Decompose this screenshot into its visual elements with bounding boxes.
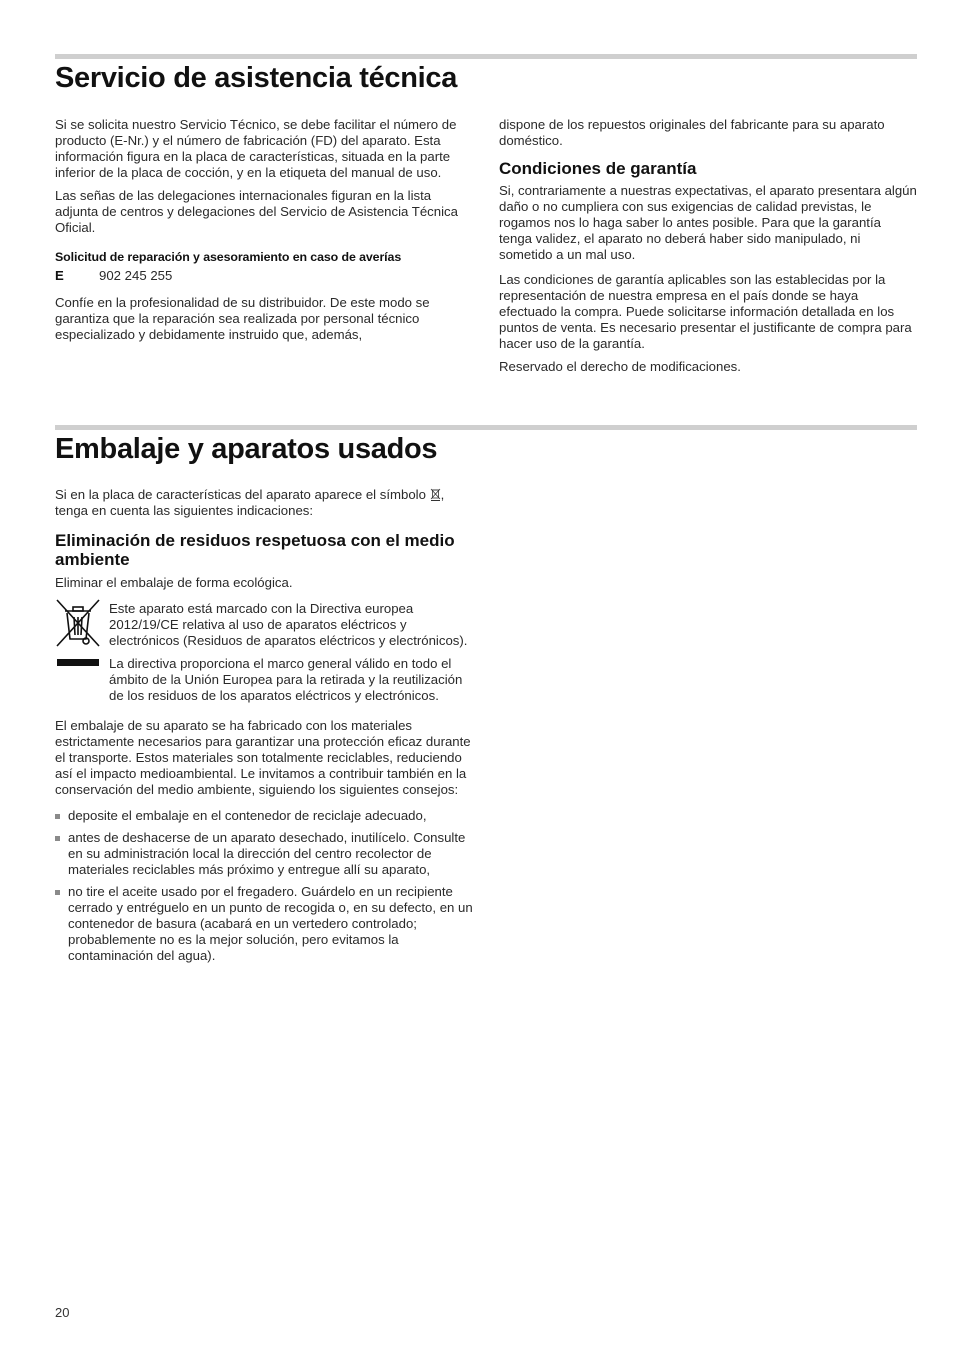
service-paragraph-3: Confíe en la profesionalidad de su distribuidor. De este modo se garantiza que la reparación sea realizada por personal técnico especializado y debidamente instruido que, además, [55,295,430,342]
weee-crossed-out-bin-icon [55,598,101,670]
list-item-text: antes de deshacerse de un aparato desechado, inutilícelo. Consulte en su administración local la dirección del centro recolector de materiales reciclables más próximo y entregue allí su aparato, [68,830,466,877]
list-item [55,808,473,824]
bullet-square-icon [55,836,60,841]
bullet-square-icon [55,814,60,819]
eco-line: Eliminar el embalaje de forma ecológica. [55,575,293,590]
warranty-paragraph-2: Las condiciones de garantía aplicables son las establecidas por la representación de nuestra empresa en el país donde se haya efectuado la compra. Puede solicitarse información detallada en los puntos de venta. Es necesario presentar el justificante de compra para hacer uso de la garantía. [499,272,912,351]
crossed-out-wheelie-bin-icon [430,488,441,501]
phone-country-code: E [55,268,64,283]
bullet-square-icon [55,890,60,895]
list-item-text: no tire el aceite usado por el fregadero. Guárdelo en un recipiente cerrado y entréguelo en un punto de recogida o, en su defecto, en un contenedor de basura (acabará en un vertedero controlado; probablemente no es la mejor solución, pero evitamos la contaminación del agua). [68,884,473,963]
packaging-intro-text-end: , tenga en cuenta las siguientes indicaciones: [55,487,445,518]
list-item [55,884,473,964]
repair-heading: Solicitud de reparación y asesoramiento en caso de averías [55,250,402,264]
warranty-paragraph-1: Si, contrariamente a nuestras expectativas, el aparato presentara algún daño o no cumpliera con sus exigencias de calidad previstas, le rogamos nos lo haga saber lo antes posible. Para que la garantía tenga validez, el aparato no deberá haber sido manipulado, ni sometido a un mal uso. [499,183,917,262]
section-divider [55,425,917,430]
service-right-column [499,117,917,382]
packaging-intro-text: Si en la placa de características del aparato aparece el símbolo [55,487,426,502]
service-paragraph-1: Si se solicita nuestro Servicio Técnico, se debe facilitar el número de producto (E-Nr.) y el número de fabricación (FD) del aparato. Esta información figura en la placa de características, situada en la parte inferior de la placa de cocción, y en la etiqueta del manual de uso. [55,117,457,180]
packaging-section-title: Embalaje y aparatos usados [55,433,438,465]
page-number: 20 [55,1305,70,1320]
warranty-paragraph-3: Reservado el derecho de modificaciones. [499,359,741,374]
service-paragraph-3-continued: dispone de los repuestos originales del fabricante para su aparato doméstico. [499,117,885,148]
weee-paragraph-1: Este aparato está marcado con la Directiva europea 2012/19/CE relativa al uso de aparatos eléctricos y electrónicos (Residuos de aparatos eléctricos y electrónicos). [109,601,468,648]
list-item [55,830,473,878]
weee-block [55,601,473,704]
eco-heading: Eliminación de residuos respetuosa con el medio ambiente [55,531,455,569]
service-paragraph-2: Las señas de las delegaciones internacionales figuran en la lista adjunta de centros y delegaciones del Servicio de Asistencia Técnica Oficial. [55,188,458,235]
phone-row [55,268,473,284]
packaging-column [55,487,473,970]
service-left-column [55,117,473,350]
materials-paragraph: El embalaje de su aparato se ha fabricado con los materiales estrictamente necesarios para garantizar una protección eficaz durante el transporte. Estos materiales son totalmente reciclables, reduciendo así el impacto medioambiental. Le invitamos a contribuir también en la conservación del medio ambiente, siguiendo los siguientes consejos: [55,718,471,797]
packaging-intro [55,487,473,519]
list-item-text: deposite el embalaje en el contenedor de reciclaje adecuado, [68,808,427,823]
weee-paragraph-2: La directiva proporciona el marco general válido en todo el ámbito de la Unión Europea para la retirada y la reutilización de los residuos de los aparatos eléctricos y electrónicos. [109,656,463,703]
recycling-tips-list [55,808,473,964]
phone-number: 902 245 255 [99,268,173,283]
service-section-title: Servicio de asistencia técnica [55,62,458,94]
warranty-heading: Condiciones de garantía [499,159,697,178]
section-divider [55,54,917,59]
